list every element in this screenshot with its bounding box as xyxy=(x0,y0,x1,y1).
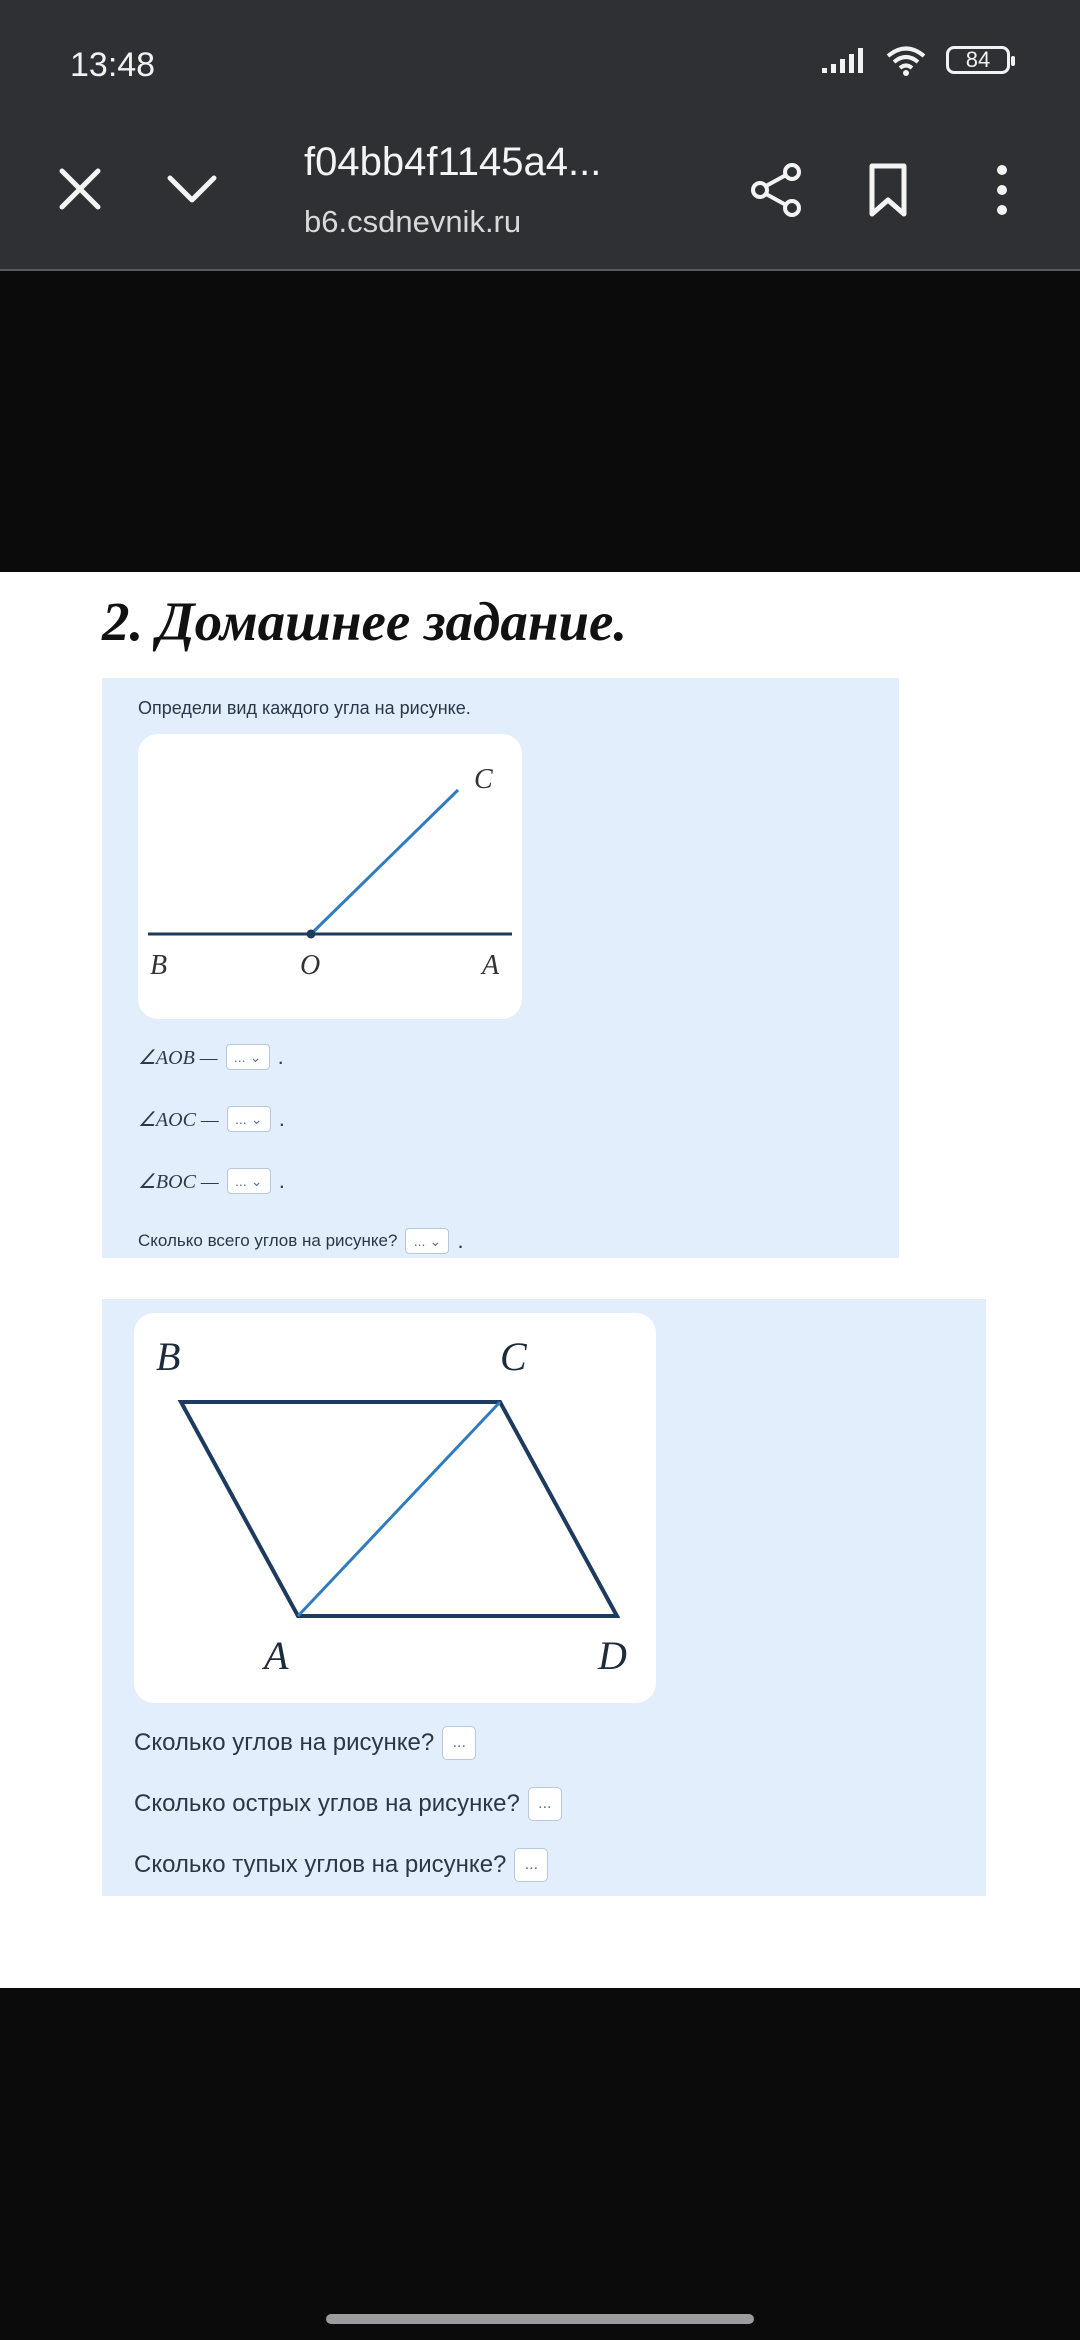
period: . xyxy=(457,1228,464,1253)
page-top-dark-area xyxy=(0,271,1080,572)
share-icon[interactable] xyxy=(748,162,804,218)
dropdown-value: ... xyxy=(235,1111,247,1127)
answer-input[interactable] xyxy=(528,1787,562,1821)
close-icon[interactable] xyxy=(58,167,102,211)
angle-row-aob xyxy=(138,1044,284,1070)
answer-placeholder: ... xyxy=(452,1734,466,1751)
answer-input[interactable] xyxy=(514,1848,548,1882)
answer-placeholder: ... xyxy=(538,1795,552,1812)
angle-label: ∠BOC — xyxy=(138,1170,219,1193)
chevron-down-icon: ⌄ xyxy=(429,1232,442,1249)
question-angle-count xyxy=(134,1726,476,1760)
label-point-a: A xyxy=(482,950,500,981)
chevron-down-icon: ⌄ xyxy=(249,1048,262,1065)
angle-count-row xyxy=(138,1228,464,1254)
homework-heading: 2. Домашнее задание. xyxy=(102,591,628,652)
angle-label: ∠AOC — xyxy=(138,1108,219,1131)
bookmark-icon[interactable] xyxy=(866,162,910,218)
task1-panel xyxy=(102,678,899,1258)
task1-figure-card xyxy=(138,734,522,1019)
label-point-c: C xyxy=(500,1334,527,1379)
status-icons xyxy=(820,44,1010,76)
angle-label: ∠AOB — xyxy=(138,1046,218,1069)
label-point-b: B xyxy=(156,1334,181,1379)
page-url: b6.csdnevnik.ru xyxy=(304,204,522,239)
task1-instruction: Определи вид каждого угла на рисунке. xyxy=(138,698,471,718)
task2-panel xyxy=(102,1299,986,1896)
browser-top-bar xyxy=(0,0,1080,271)
angle-figure xyxy=(138,734,522,1019)
question-acute-count xyxy=(134,1787,562,1821)
status-time: 13:48 xyxy=(70,46,156,84)
angle-row-aoc xyxy=(138,1106,285,1132)
answer-placeholder: ... xyxy=(524,1856,539,1873)
label-point-o: O xyxy=(300,950,321,981)
angle-type-dropdown[interactable] xyxy=(226,1044,270,1070)
battery-indicator xyxy=(946,46,1010,74)
angle-row-boc xyxy=(138,1168,285,1194)
label-point-a: A xyxy=(264,1633,289,1678)
chevron-down-icon: ⌄ xyxy=(250,1172,263,1189)
angle-count-dropdown[interactable] xyxy=(405,1228,449,1254)
point-o xyxy=(307,930,316,939)
battery-level: 84 xyxy=(965,47,991,72)
angle-type-dropdown[interactable] xyxy=(227,1168,271,1194)
period: . xyxy=(278,1106,285,1131)
period: . xyxy=(278,1168,285,1193)
task2-figure-card xyxy=(134,1313,656,1703)
ray-oc xyxy=(311,790,458,934)
gesture-navigation-handle[interactable] xyxy=(326,2314,754,2324)
wifi-icon xyxy=(884,44,928,76)
signal-icon xyxy=(820,46,866,74)
label-point-c: C xyxy=(474,764,493,795)
question-text: Сколько углов на рисунке? xyxy=(134,1729,435,1756)
question-obtuse-count xyxy=(134,1848,548,1882)
parallelogram-figure xyxy=(134,1313,656,1703)
chevron-down-icon: ⌄ xyxy=(250,1110,263,1127)
page-title: f04bb4f1145a4... xyxy=(304,140,602,184)
label-point-d: D xyxy=(598,1633,627,1678)
more-options-icon[interactable] xyxy=(992,162,1012,218)
homework-page xyxy=(0,572,1080,1988)
dropdown-value: ... xyxy=(235,1173,247,1189)
period: . xyxy=(277,1044,284,1069)
angle-count-question: Сколько всего углов на рисунке? xyxy=(138,1231,398,1250)
dropdown-value: ... xyxy=(413,1233,426,1249)
question-text: Сколько тупых углов на рисунке? xyxy=(134,1851,507,1878)
answer-input[interactable] xyxy=(442,1726,476,1760)
chevron-down-icon[interactable] xyxy=(166,172,218,206)
label-point-b: B xyxy=(150,950,168,981)
question-text: Сколько острых углов на рисунке? xyxy=(134,1790,520,1817)
diagonal-ac xyxy=(298,1402,500,1616)
angle-type-dropdown[interactable] xyxy=(227,1106,271,1132)
dropdown-value: ... xyxy=(233,1049,246,1065)
